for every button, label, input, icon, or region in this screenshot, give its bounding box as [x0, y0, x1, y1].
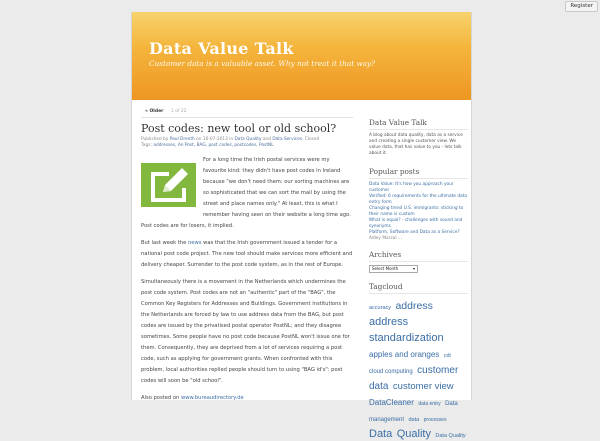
archives-title: Archives: [369, 250, 468, 262]
post-body: [141, 155, 353, 404]
tagcloud-link[interactable]: Data: [369, 428, 393, 440]
category-link-data-quality[interactable]: Data Quality: [234, 137, 262, 142]
author-link[interactable]: Paul Drenth: [169, 137, 195, 142]
post-paragraph-4: [141, 393, 353, 404]
tagcloud-link[interactable]: cloud computing: [369, 369, 413, 375]
meta-on: on 16-07-2013 in: [194, 137, 235, 142]
also-posted-link[interactable]: www.bureaudirectory.de: [180, 395, 244, 401]
post-title[interactable]: Post codes: new tool or old school?: [141, 122, 337, 135]
tagcloud-link[interactable]: Data Quality: [435, 433, 466, 439]
main-content: [141, 105, 353, 410]
tagcloud-link[interactable]: cdi: [443, 353, 451, 359]
category-link-data-services[interactable]: Data Services: [272, 137, 303, 142]
sidebar: [369, 118, 468, 441]
site-header: [132, 12, 471, 100]
page-container: [131, 12, 472, 440]
popular-post-link[interactable]: Platform, Software and Data as a Service?: [369, 230, 460, 235]
tags-links[interactable]: addresses, An Post, BAG, post codes, postcodes, PostNL: [153, 143, 274, 148]
tagcloud-link[interactable]: DataCleaner: [369, 398, 414, 407]
tagcloud-link[interactable]: Quality: [396, 428, 431, 440]
page-indicator: 1 of 22: [170, 109, 187, 114]
meta-published: Published by: [141, 137, 170, 142]
tagcloud: [369, 297, 468, 441]
post-tags: [141, 143, 353, 149]
site-title[interactable]: Data Value Talk: [149, 39, 294, 58]
tagcloud-link[interactable]: address: [395, 300, 433, 312]
popular-post-link[interactable]: Data Value: It's how you approach your customer: [369, 182, 454, 193]
popular-posts-title: Popular posts: [369, 167, 468, 179]
tagcloud-link[interactable]: customer data: [369, 365, 459, 392]
popular-post-author: Adley Marzal ...: [369, 236, 402, 241]
archives-select[interactable]: [369, 265, 418, 273]
p2-text-b: was that the Irish government issued a tender for a national post code project. The new tool should make services more efficient and delivery cheaper. Surrender to the post code system, as in the rest of Europe.: [141, 240, 353, 268]
post-navigation: [141, 105, 353, 118]
tagcloud-link[interactable]: accuracy: [369, 305, 392, 311]
tagcloud-link[interactable]: processes: [423, 417, 447, 423]
popular-post-link[interactable]: Verified: 6 requirements for the ultimate data entry form: [369, 194, 467, 205]
tagcloud-title: Tagcloud: [369, 282, 468, 294]
tagcloud-link[interactable]: apples and oranges: [369, 350, 440, 359]
p4-text-a: Also posted on: [141, 395, 181, 401]
tagcloud-link[interactable]: Data management: [369, 401, 458, 423]
post-paragraph-1: For a long time the Irish postal services were my favourite kind: they didn't have post codes in Ireland because "we don't need them: our sorting machines are so sophisticated that we can sort the mail by using the street and place names only." At least, this is what I remember having seen on their website a long time ago. Post codes are for losers, it implied.: [141, 157, 351, 229]
popular-post-link[interactable]: Changing trend U.S. immigrants: sticking to their name is custom: [369, 206, 464, 217]
about-widget-text: A blog about data quality, data as a service and creating a single customer view. We value data, that has value to you - lets talk about it.: [369, 133, 463, 156]
post-paragraph-3: Simultaneously there is a movement in the Netherlands which undermines the post code system. Post codes are not an "authentic" part of the "BAG", the Common Key Registers for Addresses and Buildings. Government institutions in the Netherlands are forced by law to use address data from the BAG, but post codes are issued by the privatised postal operator PostNL; and they disagree sometimes. Some people have no post code because PostNL won't issue one for them. Consequently, they are deprived from a lot of services requiring a post code, such as applying for government grants. When confronted with this problem, local authorities replied people should turn to using "BAG id's": post codes will soon be "old school".: [141, 279, 350, 384]
popular-post-link[interactable]: What is equal? - challenges with sound and synonyms: [369, 218, 463, 229]
about-widget-title: Data Value Talk: [369, 118, 468, 130]
archives-select-value: Select Month: [372, 266, 399, 271]
tagcloud-link[interactable]: address standardization: [369, 316, 444, 344]
tagcloud-link[interactable]: data entry: [418, 401, 441, 407]
older-posts-link[interactable]: « Older: [145, 109, 164, 114]
tagcloud-link[interactable]: data: [408, 417, 420, 423]
p2-text-a: But last week the: [141, 240, 188, 246]
tagcloud-link[interactable]: customer view: [392, 381, 454, 392]
register-button[interactable]: Register: [565, 1, 598, 12]
admin-bar: [0, 0, 600, 12]
tags-label: Tags:: [141, 143, 154, 148]
post-paragraph-2: [141, 238, 353, 271]
news-link[interactable]: news: [187, 240, 202, 246]
chevron-down-icon: ▾: [412, 266, 415, 271]
meta-and: and: [261, 137, 273, 142]
site-description: Customer data is a valuable asset. Why not treat it that way?: [149, 59, 376, 68]
edit-pencil-icon: [141, 163, 196, 207]
meta-closed: . Closed: [302, 137, 320, 142]
